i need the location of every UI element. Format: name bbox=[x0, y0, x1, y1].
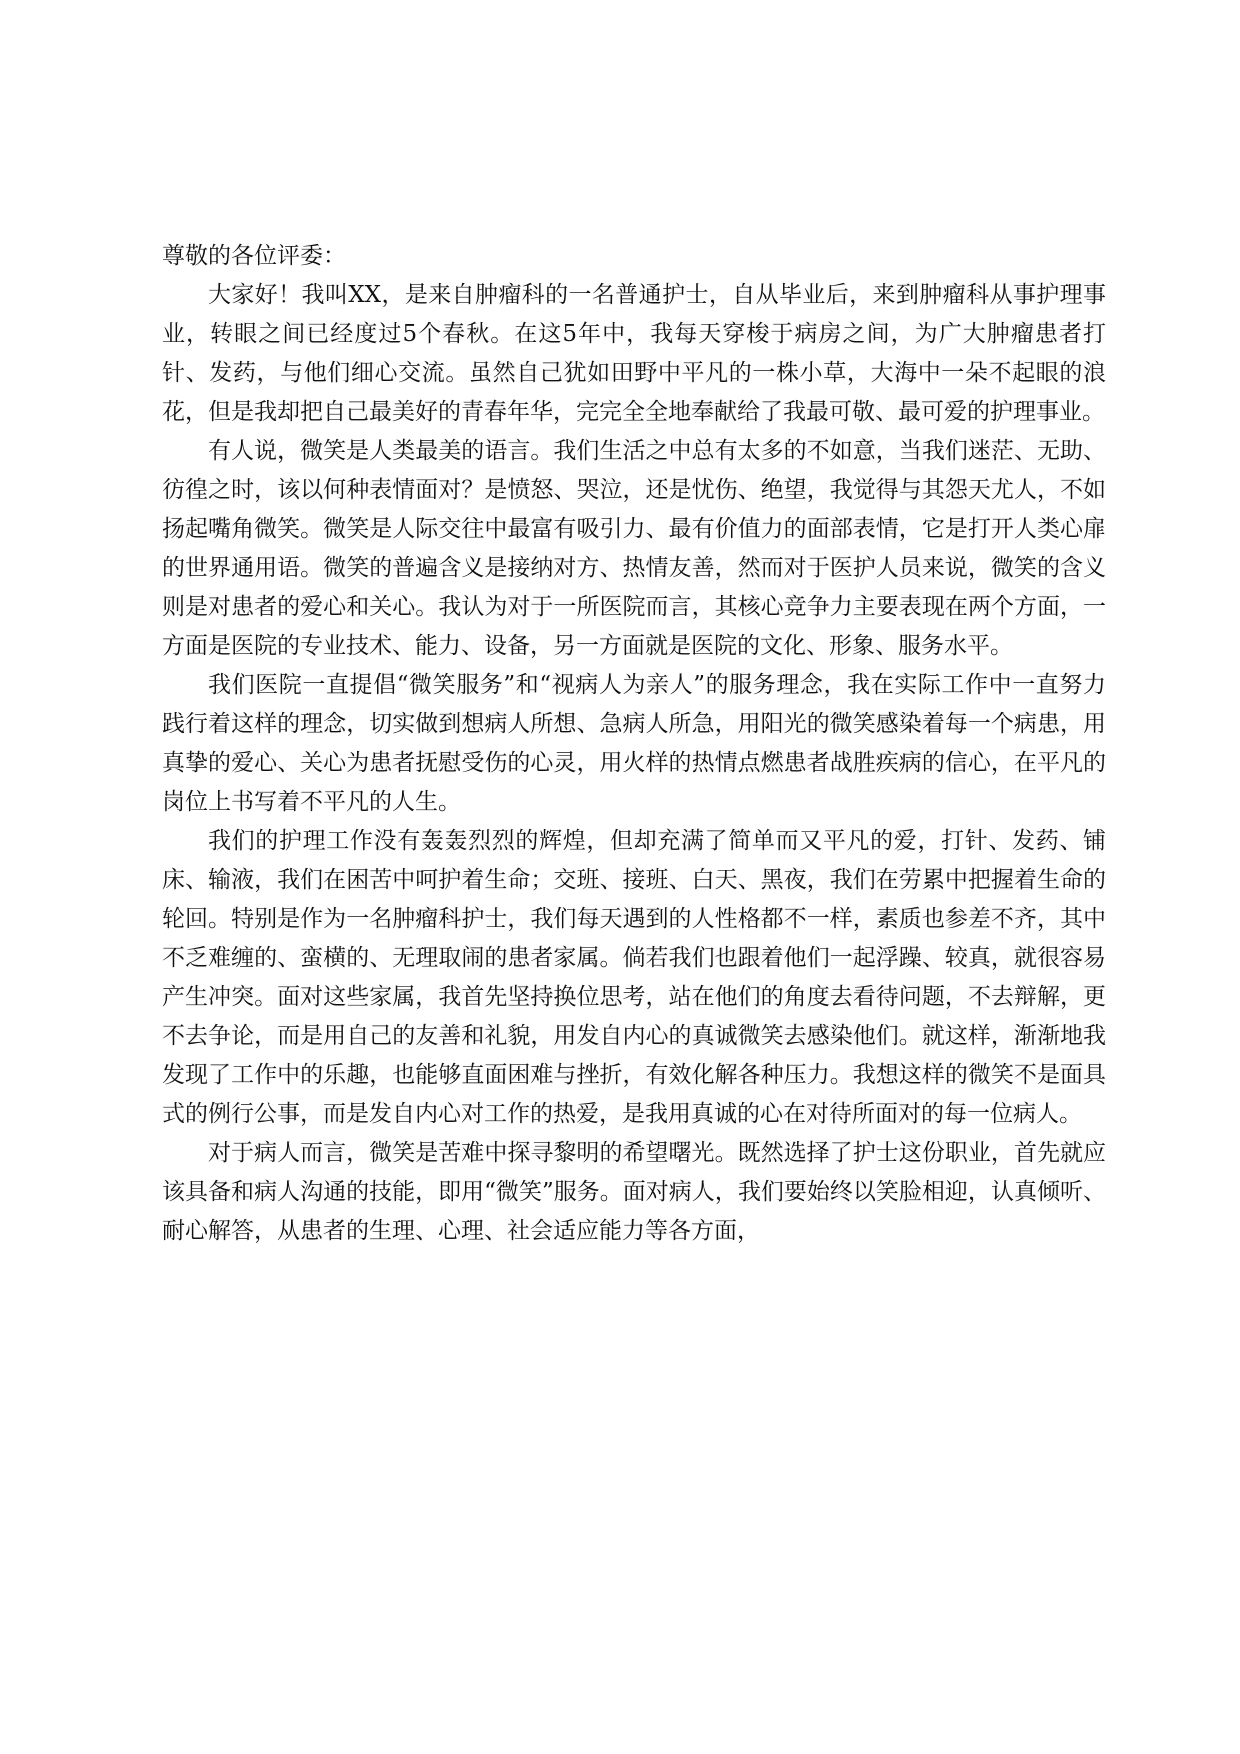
paragraph-nursing-work: 我们的护理工作没有轰轰烈烈的辉煌，但却充满了简单而又平凡的爱，打针、发药、铺床、输液，我们在困苦中呵护着生命；交班、接班、白天、黑夜，我们在劳累中把握着生命的轮回。特别是作为一名肿瘤科护士，我们每天遇到的人性格都不一样，素质也参差不齐，其中不乏难缠的、蛮横的、无理取闹的患者家属。倘若我们也跟着他们一起浮躁、较真，就很容易产生冲突。面对这些家属，我首先坚持换位思考，站在他们的角度去看待问题，不去辩解，更不去争论，而是用自己的友善和礼貌，用发自内心的真诚微笑去感染他们。就这样，渐渐地我发现了工作中的乐趣，也能够直面困难与挫折，有效化解各种压力。我想这样的微笑不是面具式的例行公事，而是发自内心对工作的热爱，是我用真诚的心在对待所面对的每一位病人。 bbox=[162, 828, 1106, 1127]
paragraph-introduction: 大家好！我叫XX，是来自肿瘤科的一名普通护士，自从毕业后，来到肿瘤科从事护理事业，转眼之间已经度过5个春秋。在这5年中，我每天穿梭于病房之间，为广大肿瘤患者打针、发药，与他们细心交流。虽然自己犹如田野中平凡的一株小草，大海中一朵不起眼的浪花，但是我却把自己最美好的青春年华，完完全全地奉献给了我最可敬、最可爱的护理事业。 bbox=[162, 282, 1106, 425]
paragraph-patients: 对于病人而言，微笑是苦难中探寻黎明的希望曙光。既然选择了护士这份职业，首先就应该具备和病人沟通的技能，即用“微笑”服务。面对病人，我们要始终以笑脸相迎，认真倾听、耐心解答，从患者的生理、心理、社会适应能力等各方面， bbox=[162, 1140, 1106, 1244]
document-body bbox=[162, 237, 1106, 1251]
paragraph-smile-language: 有人说，微笑是人类最美的语言。我们生活之中总有太多的不如意，当我们迷茫、无助、彷徨之时，该以何种表情面对？是愤怒、哭泣，还是忧伤、绝望，我觉得与其怨天尤人，不如扬起嘴角微笑。微笑是人际交往中最富有吸引力、最有价值力的面部表情，它是打开人类心扉的世界通用语。微笑的普遍含义是接纳对方、热情友善，然而对于医护人员来说，微笑的含义则是对患者的爱心和关心。我认为对于一所医院而言，其核心竞争力主要表现在两个方面，一方面是医院的专业技术、能力、设备，另一方面就是医院的文化、形象、服务水平。 bbox=[162, 438, 1106, 659]
paragraph-service-concept: 我们医院一直提倡“微笑服务”和“视病人为亲人”的服务理念，我在实际工作中一直努力践行着这样的理念，切实做到想病人所想、急病人所急，用阳光的微笑感染着每一个病患，用真挚的爱心、关心为患者抚慰受伤的心灵，用火样的热情点燃患者战胜疾病的信心，在平凡的岗位上书写着不平凡的人生。 bbox=[162, 672, 1106, 815]
salutation: 尊敬的各位评委： bbox=[162, 243, 346, 269]
